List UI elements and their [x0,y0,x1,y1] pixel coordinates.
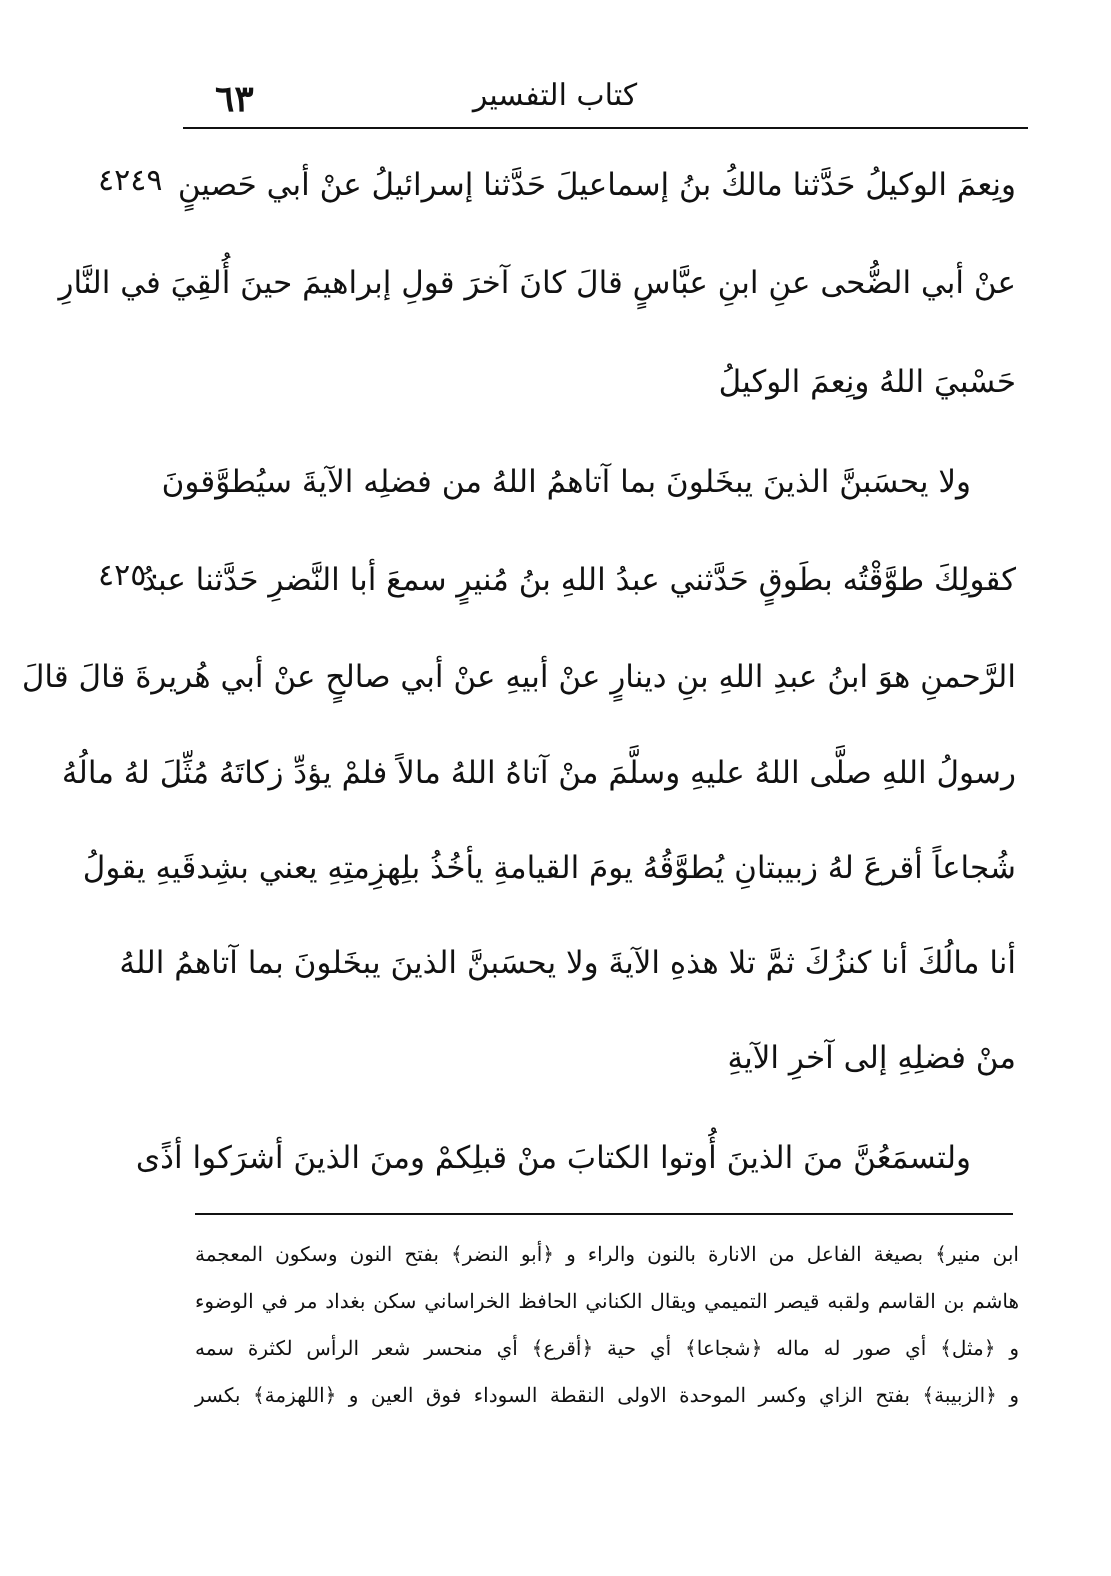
text-line: حَسْبيَ اللهُ ونِعمَ الوكيلُ [718,364,1016,400]
running-header-title: كتاب التفسير [472,78,638,113]
footnote-divider [195,1213,1013,1215]
text-line: عنْ أبي الضُّحى عنِ ابنِ عبَّاسٍ قالَ كانَ آخرَ قولِ إبراهيمَ حينَ أُلقِيَ في النَّارِ [58,265,1016,301]
text-line: ونِعمَ الوكيلُ حَدَّثنا مالكُ بنُ إسماعيلَ حَدَّثنا إسرائيلُ عنْ أبي حَصينٍ [177,167,1016,203]
footnote-line: و ﴿الزبيبة﴾ بفتح الزاي وكسر الموحدة الاولى النقطة السوداء فوق العين و ﴿اللهزمة﴾ بكسر [195,1383,1019,1407]
hadith-number: ٤٢٥٠ [98,558,163,593]
text-line: منْ فضلِهِ إلى آخرِ الآيةِ [727,1040,1016,1076]
footnote-line: هاشم بن القاسم ولقبه قيصر التميمي ويقال الكناني الحافظ الخراساني سكن بغداد مر في الوضوء [195,1289,1019,1313]
text-line: شُجاعاً أقرعَ لهُ زبيبتانِ يُطوَّقُهُ يومَ القيامةِ يأخُذُ بلِهزِمتِهِ يعني بشِدقَيهِ يقولُ [82,850,1016,886]
footnote-line: ابن منير﴾ بصيغة الفاعل من الانارة بالنون والراء و ﴿أبو النضر﴾ بفتح النون وسكون المعجمة [195,1242,1019,1266]
footnote-line: و ﴿مثل﴾ أي صور له ماله ﴿شجاعا﴾ أي حية ﴿أقرع﴾ أي منحسر شعر الرأس لكثرة سمه [195,1336,1019,1360]
verse-line: ولا يحسَبنَّ الذينَ يبخَلونَ بما آتاهمُ اللهُ من فضلِه الآيةَ سيُطوَّقونَ [161,464,971,500]
hadith-number: ٤٢٤٩ [98,163,163,198]
text-line: أنا مالُكَ أنا كنزُكَ ثمَّ تلا هذهِ الآيةَ ولا يحسَبنَّ الذينَ يبخَلونَ بما آتاهمُ اللهُ [119,945,1016,981]
header-divider [183,127,1028,129]
text-line: الرَّحمنِ هوَ ابنُ عبدِ اللهِ بنِ دينارٍ عنْ أبيهِ عنْ أبي صالحٍ عنْ أبي هُريرةَ قالَ قالَ [21,659,1016,695]
text-line: رسولُ اللهِ صلَّى اللهُ عليهِ وسلَّمَ منْ آتاهُ اللهُ مالاً فلمْ يؤدِّ زكاتَهُ مُثِّلَ لهُ مالُهُ [61,755,1016,791]
verse-line: ولتسمَعُنَّ منَ الذينَ أُوتوا الكتابَ منْ قبلِكمْ ومنَ الذينَ أشرَكوا أذًى [135,1140,971,1176]
page-number: ٦٣ [215,78,254,120]
text-line: كقولِكَ طوَّقْتُه بطَوقٍ حَدَّثني عبدُ اللهِ بنُ مُنيرٍ سمعَ أبا النَّضرِ حَدَّثنا عبدُ [141,562,1016,598]
